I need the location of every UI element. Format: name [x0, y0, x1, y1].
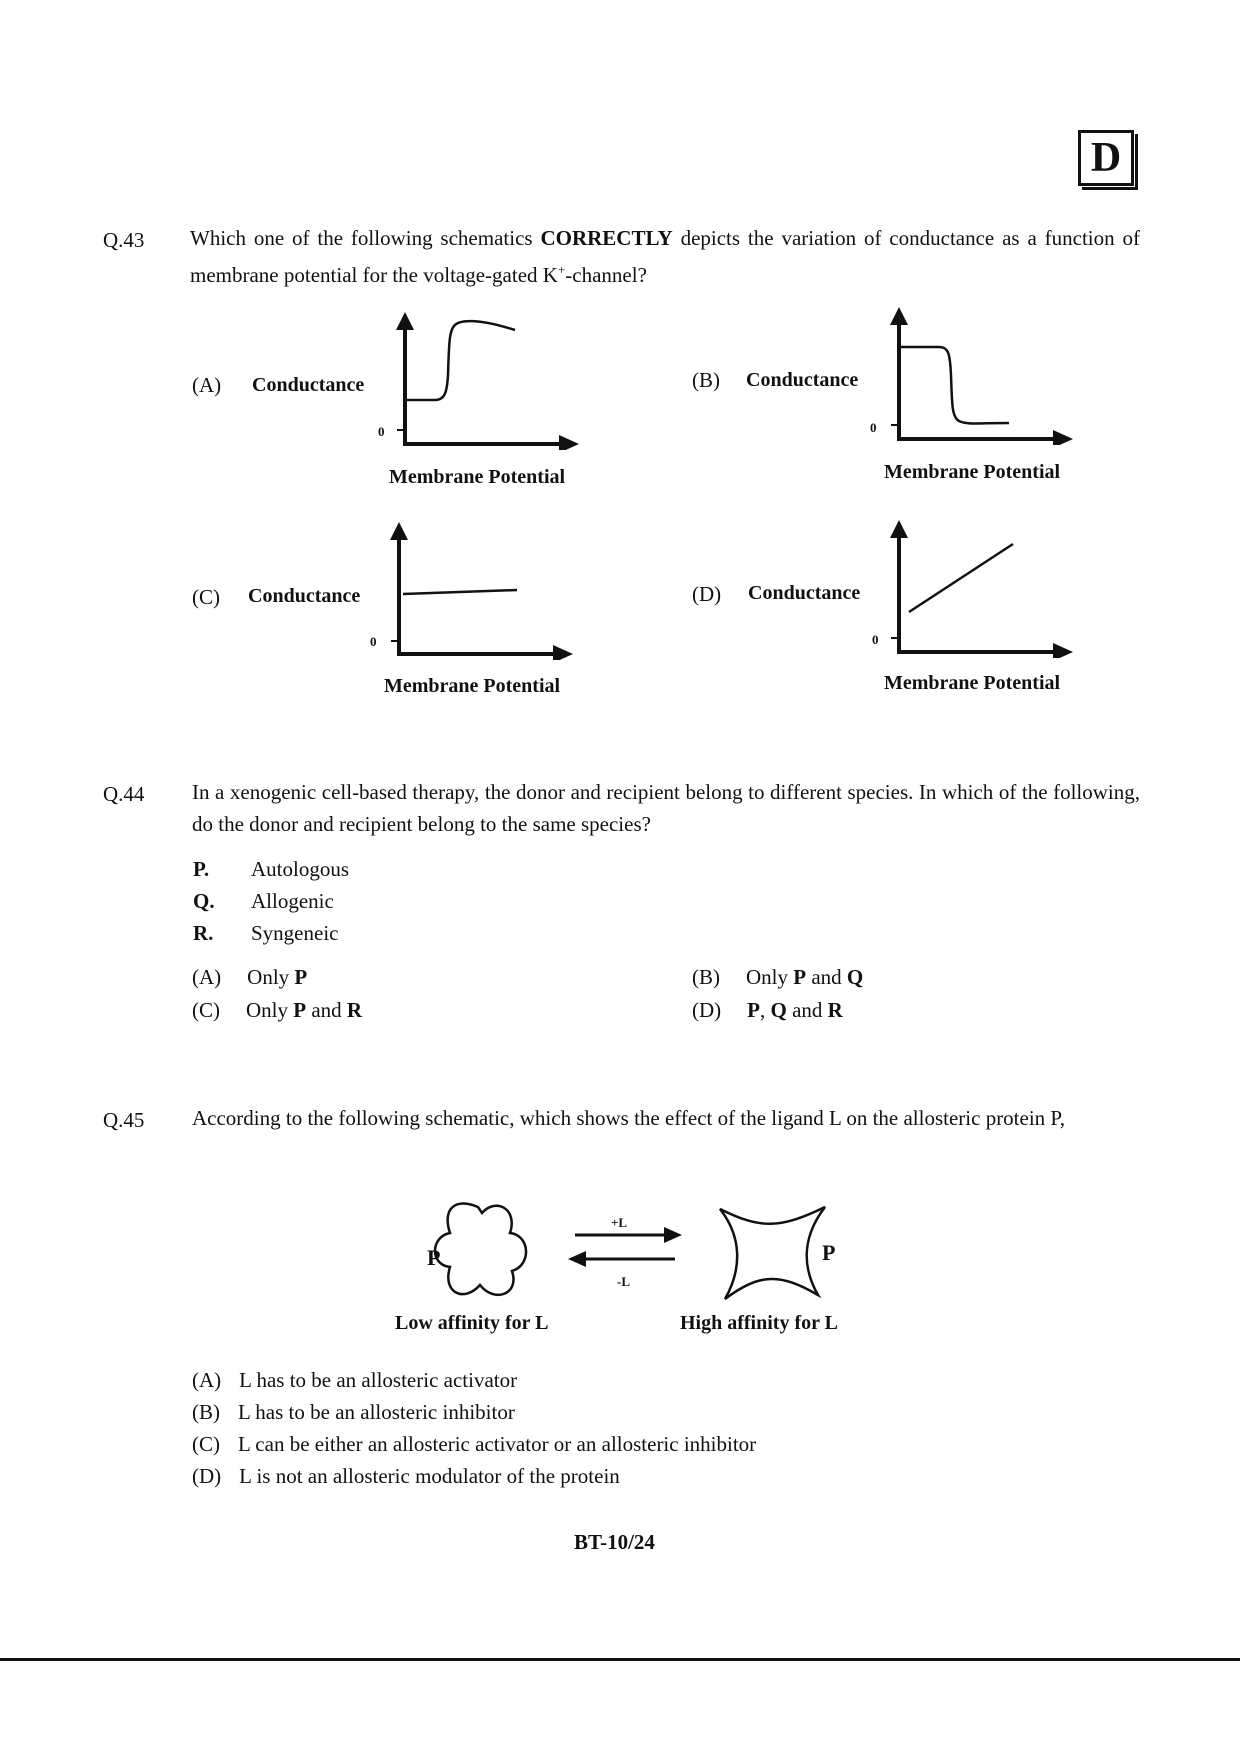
q43-option-c-x-label: Membrane Potential: [384, 675, 561, 697]
low-affinity-label: Low affinity for L: [395, 1312, 549, 1334]
q43-option-c-graph: [379, 520, 579, 660]
x-axis-arrow: [553, 645, 573, 660]
q43-option-d-y-label: Conductance: [748, 582, 861, 604]
question-number-45: Q.45: [103, 1108, 145, 1132]
page-footer-code: BT-10/24: [574, 1530, 655, 1554]
q43-option-a-x-label: Membrane Potential: [389, 466, 566, 488]
allosteric-schematic: [420, 1195, 880, 1315]
q44-option-d: (D) P, Q and R: [692, 998, 843, 1022]
protein-label-left: P: [427, 1245, 441, 1270]
low-affinity-protein-shape: [435, 1203, 526, 1294]
q43-option-b-label: (B): [692, 368, 720, 392]
y-axis-arrow: [390, 522, 408, 540]
question-text-43: Which one of the following schematics CORRECTLY depicts the variation of conductance as a function of membrane potential for the voltage-gated K+-channel?: [190, 226, 1140, 287]
high-affinity-protein-shape: [720, 1207, 825, 1299]
statement-key-r: R.: [193, 921, 214, 945]
flat-line: [403, 590, 517, 594]
q43-option-d-x-label: Membrane Potential: [884, 672, 1061, 694]
statement-key-p: P.: [193, 857, 210, 881]
set-code-badge: D: [1078, 130, 1134, 186]
rising-sigmoid-curve: [407, 321, 515, 400]
q43-option-d-zero: 0: [872, 632, 879, 647]
q43-option-a-graph: [385, 310, 585, 450]
statement-text-r: Syngeneic: [251, 921, 339, 945]
q43-option-a-label: (A): [192, 373, 222, 397]
minus-ligand-label: -L: [617, 1274, 630, 1289]
q43-option-a-zero: 0: [378, 424, 385, 439]
bottom-rule: [0, 1658, 1240, 1661]
question-number-43: Q.43: [103, 228, 145, 252]
statement-key-q: Q.: [193, 889, 215, 913]
q43-option-b-y-label: Conductance: [746, 369, 859, 391]
question-text-44: In a xenogenic cell-based therapy, the donor and recipient belong to different species. In which of the following, do the donor and recipient belong to the same species?: [192, 780, 1140, 836]
falling-sigmoid-curve: [901, 347, 1009, 424]
forward-arrow-head: [664, 1227, 682, 1243]
statement-text-p: Autologous: [251, 857, 350, 881]
x-axis-arrow: [559, 435, 579, 450]
q45-option-d: (D) L is not an allosteric modulator of the protein: [192, 1464, 620, 1488]
q43-option-d-label: (D): [692, 582, 722, 606]
q43-option-c-zero: 0: [370, 634, 377, 649]
q44-option-c: (C) Only P and R: [192, 998, 363, 1022]
q43-option-d-graph: [879, 518, 1079, 658]
y-axis-arrow: [890, 307, 908, 325]
protein-label-right: P: [822, 1240, 836, 1265]
q43-option-a-y-label: Conductance: [252, 374, 365, 396]
q43-option-c-y-label: Conductance: [248, 585, 361, 607]
q43-option-b-zero: 0: [870, 420, 877, 435]
linear-increase-line: [909, 544, 1013, 612]
q43-option-b-x-label: Membrane Potential: [884, 461, 1061, 483]
backward-arrow-head: [568, 1251, 586, 1267]
question-text-45: According to the following schematic, which shows the effect of the ligand L on the allosteric protein P,: [192, 1106, 1066, 1130]
q43-option-c-label: (C): [192, 585, 220, 609]
q43-option-b-graph: [879, 305, 1079, 445]
plus-ligand-label: +L: [611, 1215, 628, 1230]
q44-option-a: (A) Only P: [192, 965, 308, 989]
q45-option-c: (C) L can be either an allosteric activator or an allosteric inhibitor: [192, 1432, 757, 1456]
x-axis-arrow: [1053, 643, 1073, 658]
q45-option-b: (B) L has to be an allosteric inhibitor: [192, 1400, 515, 1424]
question-number-44: Q.44: [103, 782, 145, 806]
q45-option-a: (A) L has to be an allosteric activator: [192, 1368, 518, 1392]
x-axis-arrow: [1053, 430, 1073, 445]
high-affinity-label: High affinity for L: [680, 1312, 838, 1334]
y-axis-arrow: [890, 520, 908, 538]
y-axis-arrow: [396, 312, 414, 330]
statement-text-q: Allogenic: [251, 889, 334, 913]
q44-option-b: (B) Only P and Q: [692, 965, 864, 989]
